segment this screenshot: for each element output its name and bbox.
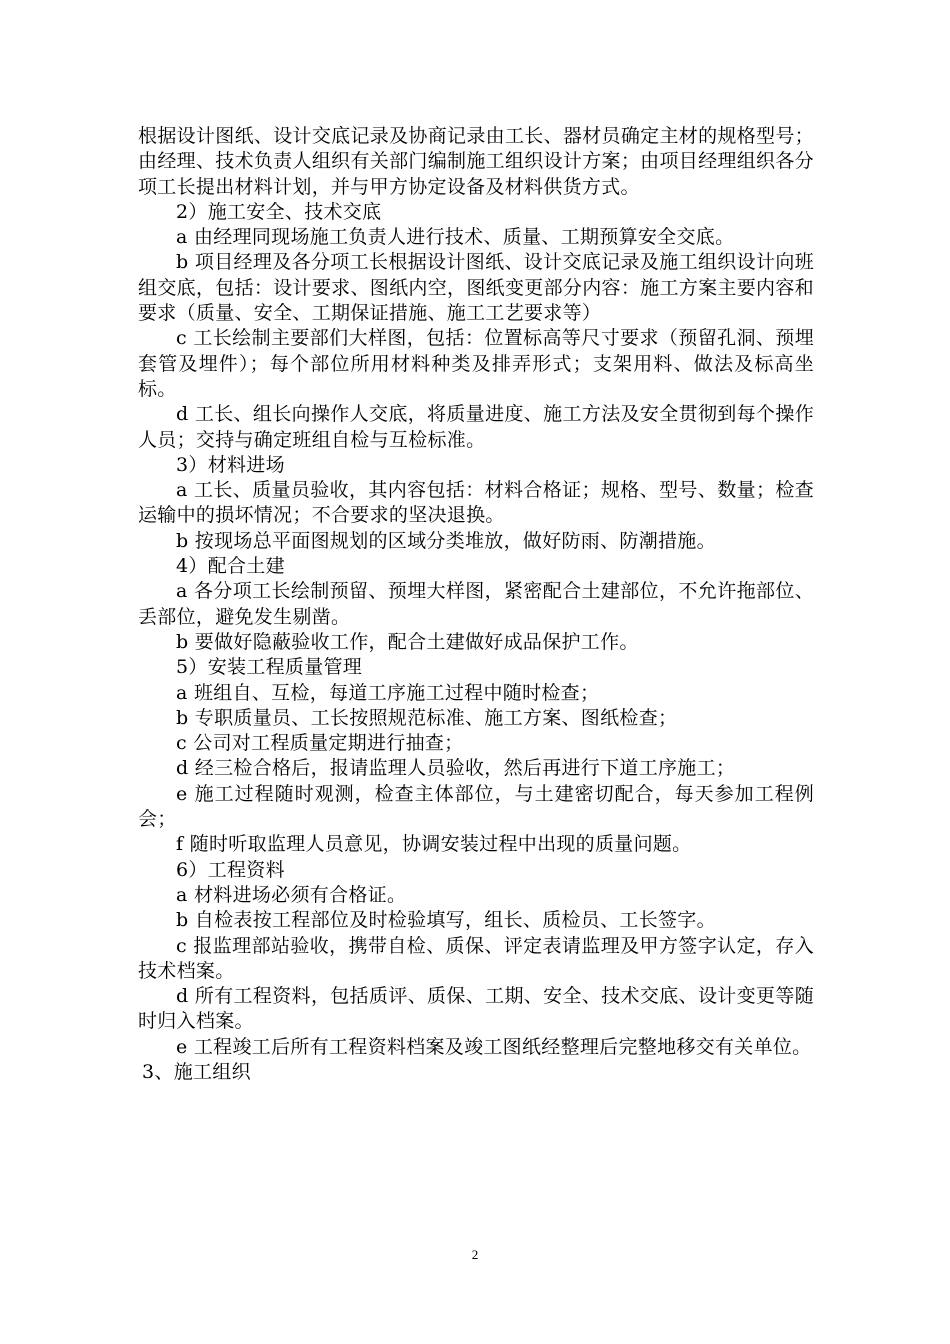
paragraph: c 工长绘制主要部们大样图，包括：位置标高等尺寸要求（预留孔洞、预埋套管及埋件）；每个部位所用材料种类及排弄形式；支架用料、做法及标高坐标。	[138, 327, 814, 400]
document-body	[138, 124, 814, 1085]
paragraph: c 公司对工程质量定期进行抽查；	[176, 732, 464, 755]
paragraph: a 由经理同现场施工负责人进行技术、质量、工期预算安全交底。	[176, 226, 735, 249]
paragraph: e 施工过程随时观测，检查主体部位，与土建密切配合，每天参加工程例会；	[138, 782, 814, 831]
paragraph: a 材料进场必须有合格证。	[176, 883, 407, 906]
paragraph: a 各分项工长绘制预留、预埋大样图，紧密配合土建部位，不允许拖部位、丢部位，避免发生剔凿。	[138, 580, 814, 628]
paragraph: c 报监理部站验收，携带自检、质保、评定表请监理及甲方签字认定，存入技术档案。	[138, 934, 814, 982]
section-heading: 3）材料进场	[176, 453, 285, 476]
chapter-heading: 3、施工组织	[142, 1060, 251, 1083]
paragraph: b 专职质量员、工长按照规范标准、施工方案、图纸检查；	[176, 706, 678, 729]
section-heading: 5）安装工程质量管理	[176, 656, 363, 679]
paragraph: d 经三检合格后，报请监理人员验收，然后再进行下道工序施工；	[176, 757, 736, 780]
paragraph: d 所有工程资料，包括质评、质保、工期、安全、技术交底、设计变更等随时归入档案。	[138, 985, 814, 1033]
paragraph: f 随时听取监理人员意见，协调安装过程中出现的质量问题。	[176, 833, 692, 856]
paragraph: b 自检表按工程部位及时检验填写，组长、质检员、工长签字。	[176, 909, 716, 932]
paragraph: d 工长、组长向操作人交底，将质量进度、施工方法及安全贯彻到每个操作人员；交持与确定班组自检与互检标准。	[138, 403, 814, 451]
paragraph: b 按现场总平面图规划的区域分类堆放，做好防雨、防潮措施。	[176, 529, 716, 552]
page-number: 2	[471, 1247, 479, 1262]
paragraph: e 工程竣工后所有工程资料档案及竣工图纸经整理后完整地移交有关单位。	[176, 1035, 812, 1058]
section-heading: 4）配合土建	[176, 555, 285, 578]
paragraph: a 班组自、互检，每道工序施工过程中随时检查；	[176, 681, 600, 704]
section-heading: 6）工程资料	[176, 858, 285, 881]
paragraph: b 项目经理及各分项工长根据设计图纸、设计交底记录及施工组织设计向班组交底，包括：设计要求、图纸内空，图纸变更部分内容：施工方案主要内容和要求（质量、安全、工期保证措施、施工工艺要求等）	[138, 251, 814, 325]
paragraph: b 要做好隐蔽验收工作，配合土建做好成品保护工作。	[176, 630, 639, 653]
section-heading: 2）施工安全、技术交底	[176, 200, 382, 223]
paragraph: 根据设计图纸、设计交底记录及协商记录由工长、器材员确定主材的规格型号；由经理、技术负责人组织有关部门编制施工组织设计方案；由项目经理组织各分项工长提出材料计划，并与甲方协定设备及材料供货方式。	[138, 125, 814, 198]
paragraph: a 工长、质量员验收，其内容包括：材料合格证；规格、型号、数量；检查运输中的损坏情况；不合要求的坚决退换。	[138, 479, 814, 527]
